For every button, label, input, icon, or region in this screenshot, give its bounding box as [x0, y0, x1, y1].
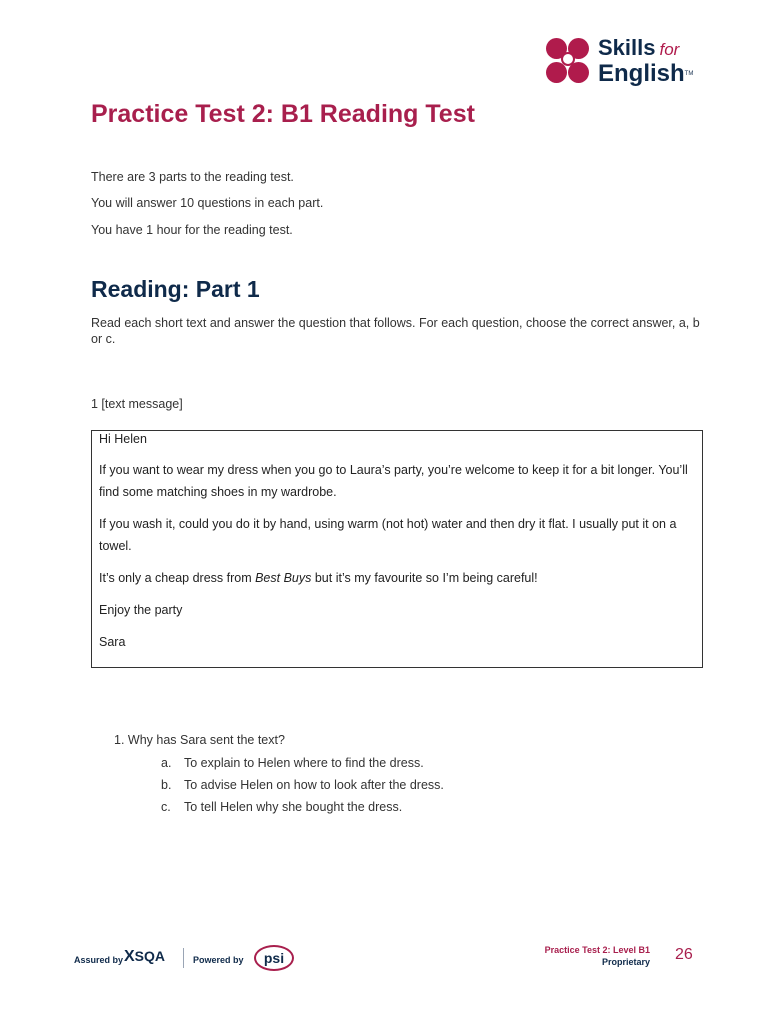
footer-divider — [183, 948, 184, 968]
item-label: 1 [text message] — [91, 397, 183, 411]
logo-skills: Skills — [598, 35, 656, 60]
psi-logo: psi — [254, 945, 294, 971]
logo-emblem-icon — [546, 36, 594, 84]
message-signature: Sara — [99, 635, 126, 649]
powered-by-label: Powered by — [193, 955, 244, 965]
intro-line-parts: There are 3 parts to the reading test. — [91, 170, 294, 184]
message-paragraph-2: If you wash it, could you do it by hand, using warm (not hot) water and then dry it flat. I usually put it on a towel. — [99, 517, 677, 553]
store-name: Best Buys — [255, 571, 312, 585]
assured-by-label: Assured by — [74, 955, 124, 965]
section-instruction: Read each short text and answer the question that follows. For each question, choose the correct answer, a, b or c. — [91, 316, 700, 346]
intro-line-time: You have 1 hour for the reading test. — [91, 223, 293, 237]
page-title: Practice Test 2: B1 Reading Test — [91, 100, 475, 128]
footer-proprietary: Proprietary — [601, 957, 650, 967]
footer-meta — [500, 945, 650, 967]
message-paragraph-1: If you want to wear my dress when you go to Laura’s party, you’re welcome to keep it for a bit longer. You’ll find some matching shoes in my wardrobe. — [99, 463, 688, 499]
skills-for-english-logo — [546, 36, 706, 86]
text-message-box — [91, 430, 703, 668]
option-a: a. To explain to Helen where to find the dress. — [161, 756, 424, 770]
option-b: b. To advise Helen on how to look after the dress. — [161, 778, 444, 792]
logo-for: for — [659, 40, 680, 59]
logo-trademark: TM — [684, 71, 694, 77]
section-title: Reading: Part 1 — [91, 276, 260, 302]
logo-check-icon — [561, 52, 575, 66]
logo-english: English — [598, 60, 685, 87]
message-closing: Enjoy the party — [99, 603, 183, 617]
intro-line-questions: You will answer 10 questions in each part. — [91, 196, 324, 210]
message-paragraph-3: It’s only a cheap dress from Best Buys but it’s my favourite so I’m being careful! — [99, 571, 538, 585]
sqa-logo: XSQA — [124, 948, 166, 965]
sqa-x-icon: X — [124, 948, 135, 965]
message-greeting: Hi Helen — [99, 432, 147, 446]
footer-test-name: Practice Test 2: Level B1 — [544, 945, 650, 955]
option-c: c. To tell Helen why she bought the dress. — [161, 800, 403, 814]
page-number: 26 — [675, 946, 693, 963]
logo-wordmark — [598, 36, 693, 86]
question-1: 1. Why has Sara sent the text? — [114, 733, 285, 747]
